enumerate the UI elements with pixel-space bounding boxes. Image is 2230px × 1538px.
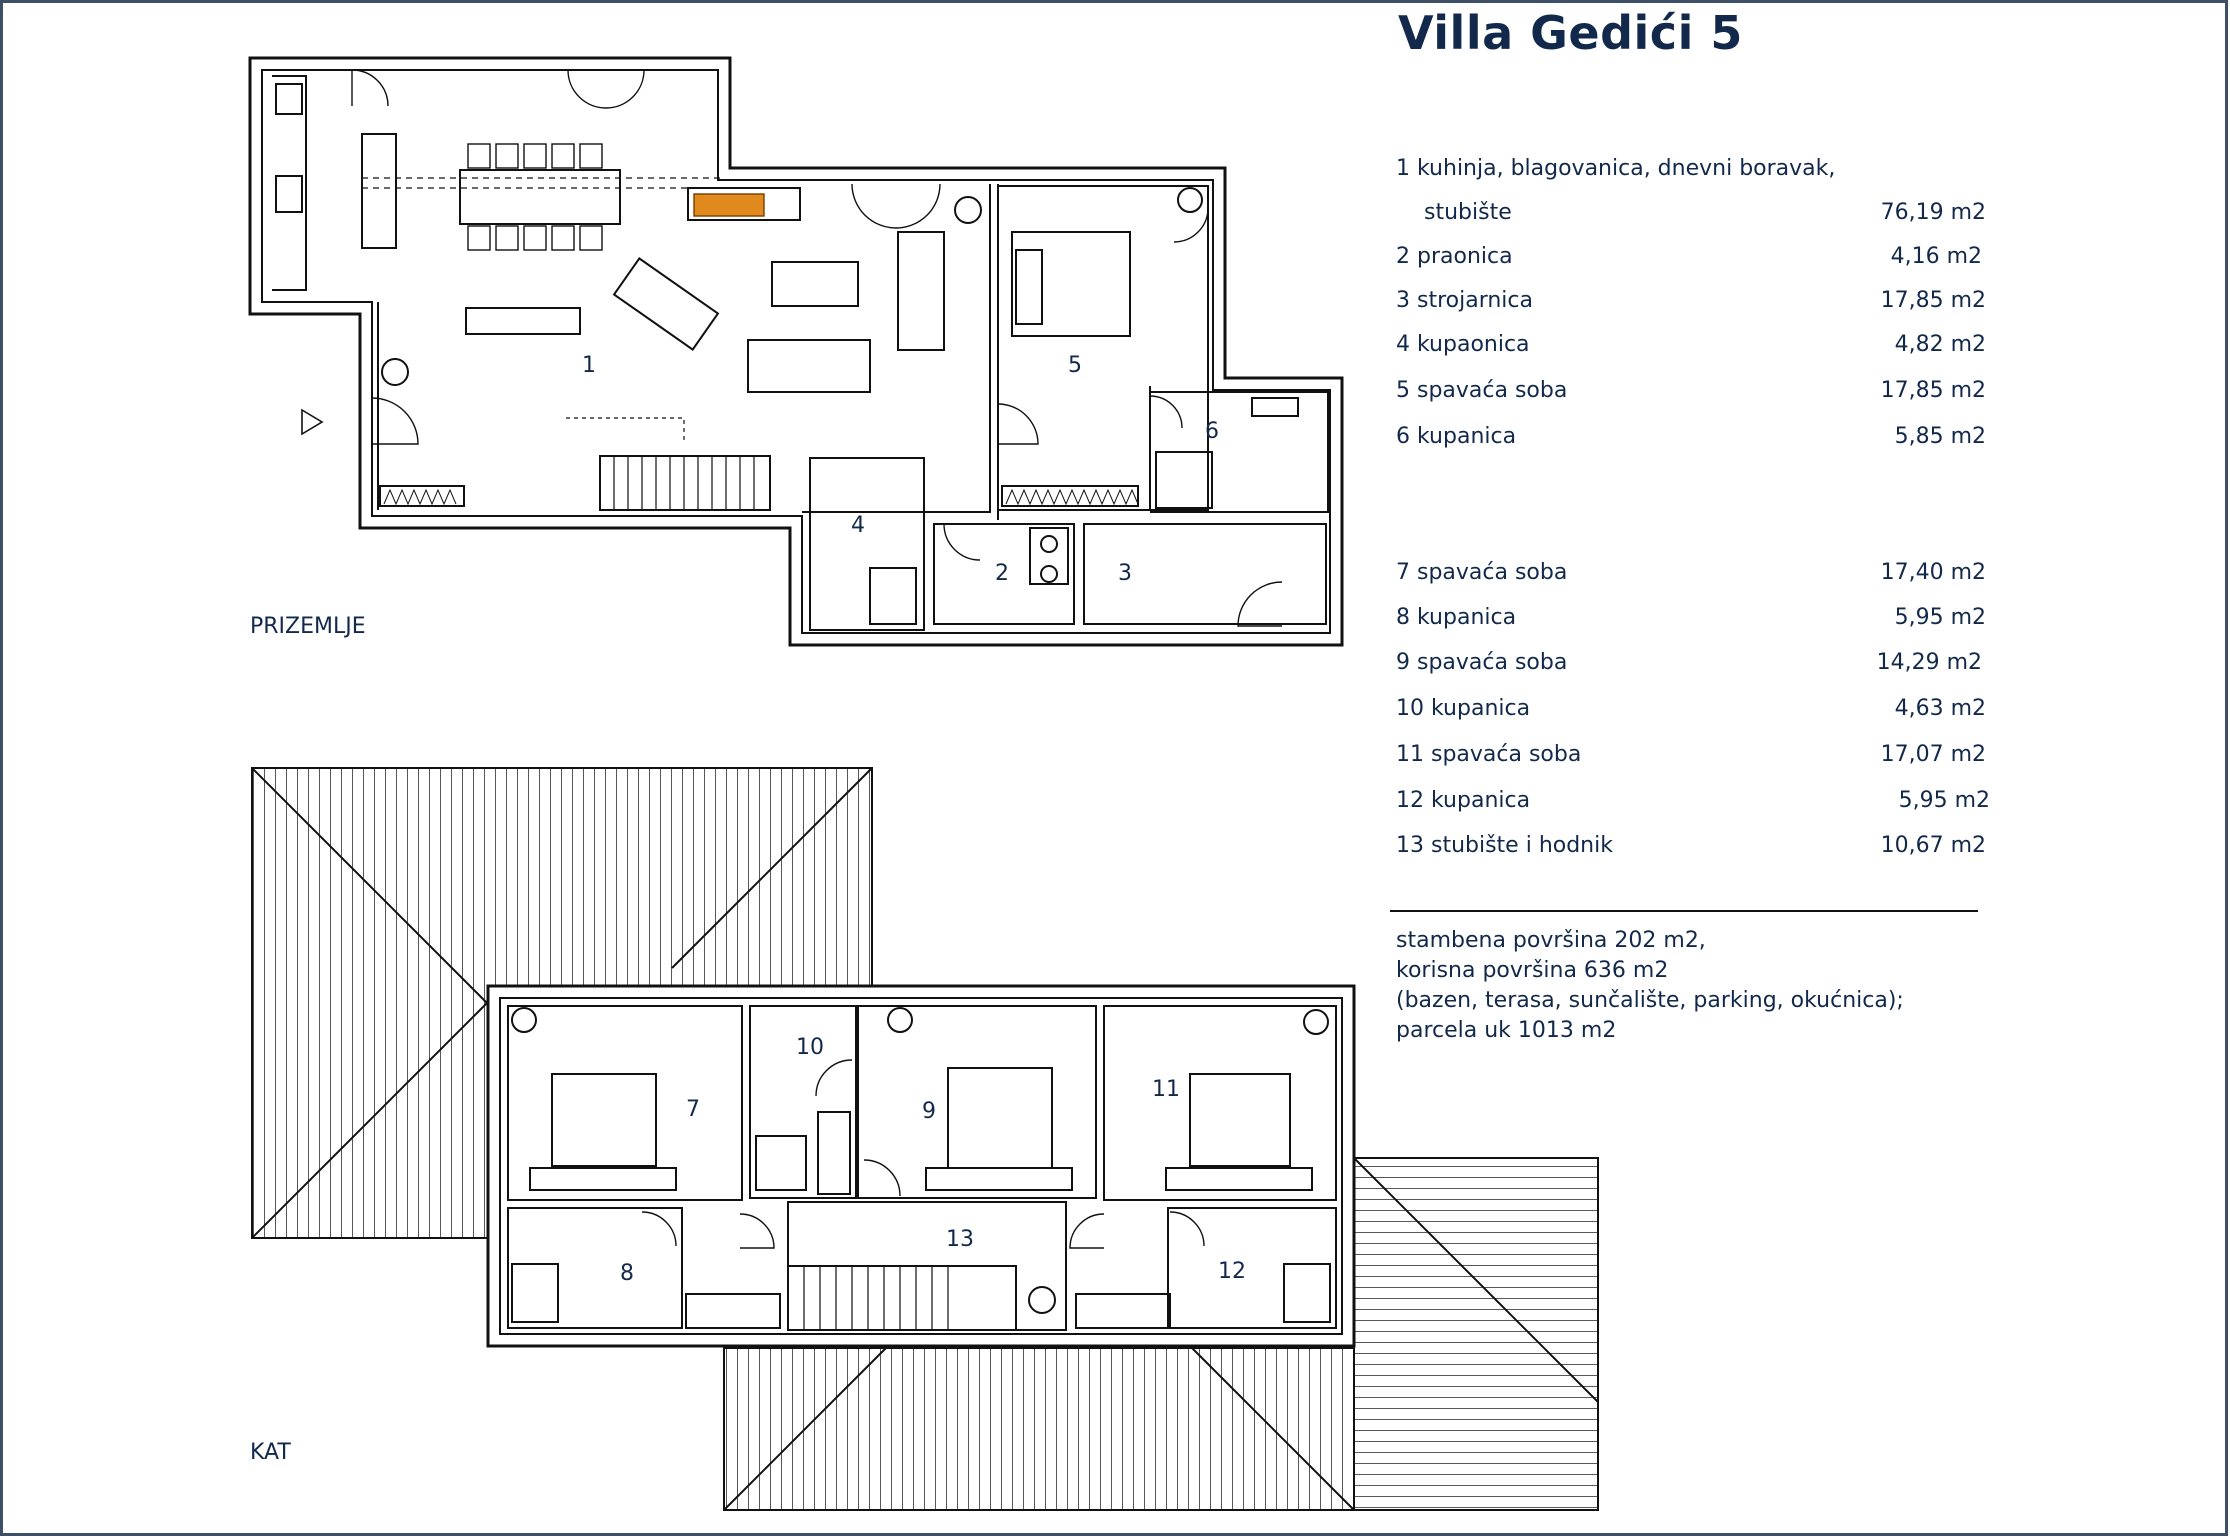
- room-area: 4,16 m2: [1890, 244, 1982, 269]
- room-area: 10,67 m2: [1880, 833, 1986, 858]
- summary-line: (bazen, terasa, sunčalište, parking, okućnica);: [1396, 988, 1904, 1013]
- room-number-1: 1: [582, 353, 596, 378]
- room-label: 12 kupanica: [1396, 788, 1531, 813]
- room-number-2: 2: [995, 561, 1009, 586]
- room-area: 5,95 m2: [1898, 788, 1990, 813]
- room-label: 5 spavaća soba: [1396, 378, 1568, 403]
- room-area: 5,95 m2: [1894, 605, 1986, 630]
- room-label: 13 stubište i hodnik: [1396, 833, 1613, 858]
- room-area: 4,63 m2: [1894, 696, 1986, 721]
- room-number-4: 4: [851, 513, 865, 538]
- room-number-7: 7: [686, 1097, 700, 1122]
- room-label: 2 praonica: [1396, 244, 1513, 269]
- room-label: 9 spavaća soba: [1396, 650, 1568, 675]
- room-number-5: 5: [1068, 353, 1082, 378]
- room-label: 8 kupanica: [1396, 605, 1517, 630]
- room-area: 17,40 m2: [1880, 560, 1986, 585]
- room-label: 10 kupanica: [1396, 696, 1531, 721]
- room-area: 14,29 m2: [1876, 650, 1982, 675]
- room-number-8: 8: [620, 1261, 634, 1286]
- upper-floor-plan: [488, 986, 1354, 1346]
- summary-line: stambena površina 202 m2,: [1396, 928, 1706, 953]
- room-area: 17,85 m2: [1880, 288, 1986, 313]
- room-label: 1 kuhinja, blagovanica, dnevni boravak,: [1396, 156, 1836, 181]
- room-number-12: 12: [1218, 1259, 1246, 1284]
- ground-floor-label: PRIZEMLJE: [250, 614, 366, 639]
- upper-floor-label: KAT: [250, 1440, 291, 1465]
- room-area: 76,19 m2: [1880, 200, 1986, 225]
- room-label: stubište: [1424, 200, 1512, 225]
- room-number-3: 3: [1118, 561, 1132, 586]
- summary-line: korisna površina 636 m2: [1396, 958, 1669, 983]
- summary-line: parcela uk 1013 m2: [1396, 1018, 1617, 1043]
- room-number-10: 10: [796, 1035, 824, 1060]
- room-label: 6 kupanica: [1396, 424, 1517, 449]
- room-label: 4 kupaonica: [1396, 332, 1530, 357]
- room-area: 5,85 m2: [1894, 424, 1986, 449]
- page-title: Villa Gedići 5: [1398, 6, 1743, 60]
- room-label: 3 strojarnica: [1396, 288, 1533, 313]
- room-number-13: 13: [946, 1227, 974, 1252]
- room-area: 4,82 m2: [1894, 332, 1986, 357]
- room-number-9: 9: [922, 1099, 936, 1124]
- ground-floor-plan: [250, 58, 1342, 645]
- room-label: 7 spavaća soba: [1396, 560, 1568, 585]
- room-area: 17,07 m2: [1880, 742, 1986, 767]
- room-number-11: 11: [1152, 1077, 1180, 1102]
- room-number-6: 6: [1205, 419, 1219, 444]
- room-area: 17,85 m2: [1880, 378, 1986, 403]
- room-label: 11 spavaća soba: [1396, 742, 1582, 767]
